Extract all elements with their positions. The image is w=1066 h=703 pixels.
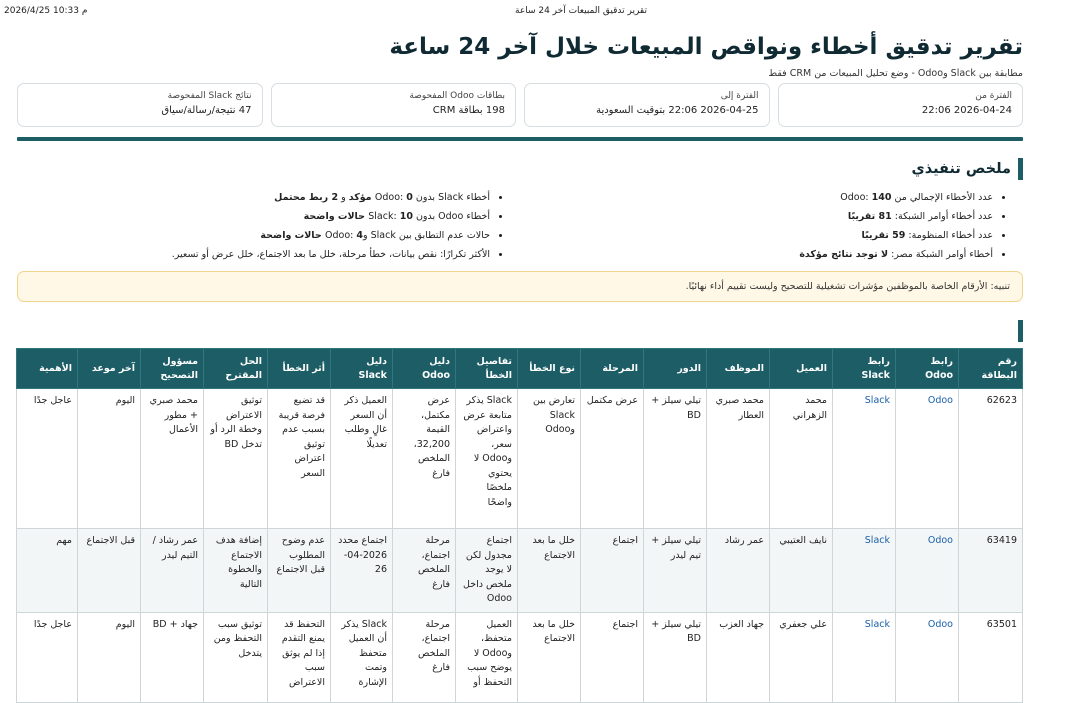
cell-employee: جهاد العزب xyxy=(707,612,770,702)
cell-priority: عاجل جدًا xyxy=(17,612,78,702)
summary-item: • عدد أخطاء أوامر الشبكة: 81 تقريبًا xyxy=(520,207,993,226)
cell-deadline: اليوم xyxy=(78,612,141,702)
summary-item: • أخطاء Slack بدون Odoo: 0 مؤكد و 2 ربط محتمل xyxy=(17,188,490,207)
col-header: الأهمية xyxy=(17,349,78,389)
report-title: تقرير تدقيق أخطاء ونواقص المبيعات خلال آخر 24 ساعة xyxy=(389,34,1023,60)
cell-odoo-evidence: مرحلة اجتماع، الملخص فارغ xyxy=(393,612,456,702)
cell-employee: عمر رشاد xyxy=(707,529,770,613)
card-period-to xyxy=(524,83,770,127)
cell-solution: توثيق سبب التحفظ ومن يتدخل xyxy=(204,612,268,702)
col-header: رابط Odoo xyxy=(896,349,959,389)
cell-error-details: اجتماع مجدول لكن لا يوجد ملخص داخل Odoo xyxy=(456,529,518,613)
cell-card-number: 63419 xyxy=(959,529,1023,613)
cell-error-details: Slack يذكر متابعة عرض واعتراض سعر، وOdoo لا يحتوي ملخصًا واضحًا xyxy=(456,389,518,529)
table-row xyxy=(17,389,1023,529)
cell-role: تيلي سيلز + BD xyxy=(644,389,707,529)
cell-stage: عرض مكتمل xyxy=(581,389,644,529)
cell-client: محمد الزهراني xyxy=(770,389,833,529)
cell-impact: قد تضيع فرصة قريبة بسبب عدم توثيق اعتراض السعر xyxy=(268,389,331,529)
notice-alert: تنبيه: الأرقام الخاصة بالموظفين مؤشرات تشغيلية للتصحيح وليست تقييم أداء نهائيًا. xyxy=(17,271,1023,302)
summary-item: • عدد الأخطاء الإجمالي من Odoo: 140 xyxy=(520,188,993,207)
cell-client: نايف العتيبي xyxy=(770,529,833,613)
cell-slack-evidence: Slack يذكر أن العميل متحفظ وتمت الإشارة xyxy=(331,612,393,702)
col-header: الدور xyxy=(644,349,707,389)
cell-card-number: 63501 xyxy=(959,612,1023,702)
cell-slack-link xyxy=(833,389,896,529)
cell-role: تيلي سيلز + BD xyxy=(644,612,707,702)
cell-slack-link xyxy=(833,529,896,613)
odoo-link[interactable]: Odoo xyxy=(927,535,953,546)
cell-slack-evidence: اجتماع محدد 2026-04-26 xyxy=(331,529,393,613)
card-odoo-cards xyxy=(271,83,517,127)
card-period-from xyxy=(778,83,1024,127)
card-label: بطاقات Odoo المفحوصة xyxy=(409,91,505,101)
report-subtitle: مطابقة بين Slack وOdoo - وضع تحليل المبيعات من CRM فقط xyxy=(768,68,1023,79)
errors-table xyxy=(16,348,1023,703)
card-value: 198 بطاقة CRM xyxy=(432,105,505,116)
cell-stage: اجتماع xyxy=(581,529,644,613)
cell-odoo-link xyxy=(896,529,959,613)
card-slack-results xyxy=(17,83,263,127)
cell-impact: عدم وضوح المطلوب قبل الاجتماع xyxy=(268,529,331,613)
card-value: 2026-04-25 22:06 بتوقيت السعودية xyxy=(596,105,759,116)
cell-error-type: تعارض بين Slack وOdoo xyxy=(518,389,581,529)
col-header: أثر الخطأ xyxy=(268,349,331,389)
col-header: المرحلة xyxy=(581,349,644,389)
cell-slack-evidence: العميل ذكر أن السعر غالٍ وطلب تعديلًا xyxy=(331,389,393,529)
cell-owner: جهاد + BD xyxy=(141,612,204,702)
card-label: الفترة إلى xyxy=(720,91,759,101)
odoo-link[interactable]: Odoo xyxy=(927,618,953,630)
table-row xyxy=(17,529,1023,613)
cell-stage: اجتماع xyxy=(581,612,644,702)
print-header xyxy=(0,6,1066,20)
cell-priority: عاجل جدًا xyxy=(17,389,78,529)
cell-employee: محمد صبري العطار xyxy=(707,389,770,529)
card-value: 47 نتيجة/رسالة/سياق xyxy=(161,105,252,116)
cell-priority: مهم xyxy=(17,529,78,613)
cell-odoo-link xyxy=(896,612,959,702)
summary-title: ملخص تنفيذي xyxy=(17,158,1023,180)
cell-error-type: خلل ما بعد الاجتماع xyxy=(518,529,581,613)
executive-summary xyxy=(17,188,1023,264)
cell-solution: إضافة هدف الاجتماع والخطوة التالية xyxy=(204,529,268,613)
table-row xyxy=(17,612,1023,702)
cell-owner: محمد صبري + مطور الأعمال xyxy=(141,389,204,529)
cell-client: علي جعفري xyxy=(770,612,833,702)
col-header: رابط Slack xyxy=(833,349,896,389)
cell-solution: توثيق الاعتراض وخطة الرد أو تدخل BD xyxy=(204,389,268,529)
summary-item: • حالات عدم التطابق بين Slack وOdoo: 4 حالات واضحة xyxy=(17,226,490,245)
table-header-row xyxy=(17,349,1023,389)
cell-deadline: اليوم xyxy=(78,389,141,529)
summary-item: • أخطاء أوامر الشبكة مصر: لا توجد نتائج مؤكدة xyxy=(520,245,993,264)
card-label: نتائج Slack المفحوصة xyxy=(167,91,252,101)
cell-owner: عمر رشاد / التيم ليدر xyxy=(141,529,204,613)
col-header: نوع الخطأ xyxy=(518,349,581,389)
info-cards xyxy=(17,83,1023,127)
cell-odoo-link xyxy=(896,389,959,529)
col-header: دليل Slack xyxy=(331,349,393,389)
report-page xyxy=(17,30,1023,703)
print-page-title: تقرير تدقيق المبيعات آخر 24 ساعة xyxy=(515,6,647,16)
slack-link[interactable]: Slack xyxy=(864,395,890,406)
cell-impact: التحفظ قد يمنع التقدم إذا لم يوثق سبب الاعتراض xyxy=(268,612,331,702)
cell-card-number: 62623 xyxy=(959,389,1023,529)
col-header: مسؤول التصحيح xyxy=(141,349,204,389)
summary-list-left xyxy=(17,188,520,264)
col-header: رقم البطاقة xyxy=(959,349,1023,389)
cell-odoo-evidence: مرحلة اجتماع، الملخص فارغ xyxy=(393,529,456,613)
odoo-link[interactable]: Odoo xyxy=(927,395,953,406)
col-header: دليل Odoo xyxy=(393,349,456,389)
section-marker xyxy=(17,320,1023,342)
col-header: العميل xyxy=(770,349,833,389)
slack-link[interactable]: Slack xyxy=(864,618,890,630)
cell-odoo-evidence: عرض مكتمل، القيمة 32,200، الملخص فارغ xyxy=(393,389,456,529)
summary-item: • عدد أخطاء المنظومة: 59 تقريبًا xyxy=(520,226,993,245)
cell-error-details: العميل متحفظ، وOdoo لا يوضح سبب التحفظ أو xyxy=(456,612,518,702)
col-header: آخر موعد xyxy=(78,349,141,389)
col-header: الموظف xyxy=(707,349,770,389)
cell-role: تيلي سيلز + تيم ليدر xyxy=(644,529,707,613)
summary-list-right xyxy=(520,188,1023,264)
col-header: الحل المقترح xyxy=(204,349,268,389)
section-divider xyxy=(17,137,1023,141)
card-value: 2026-04-24 22:06 xyxy=(921,105,1012,116)
card-label: الفترة من xyxy=(975,91,1012,101)
print-timestamp: 2026/4/25 10:33 م xyxy=(4,6,88,16)
cell-slack-link xyxy=(833,612,896,702)
slack-link[interactable]: Slack xyxy=(864,535,890,546)
summary-item: • أخطاء Odoo بدون Slack: 10 حالات واضحة xyxy=(17,207,490,226)
cell-error-type: خلل ما بعد الاجتماع xyxy=(518,612,581,702)
cell-deadline: قبل الاجتماع xyxy=(78,529,141,613)
summary-item: • الأكثر تكرارًا: نقص بيانات، خطأ مرحلة، خلل ما بعد الاجتماع، خلل عرض أو تسعير. xyxy=(17,245,490,264)
col-header: تفاصيل الخطأ xyxy=(456,349,518,389)
